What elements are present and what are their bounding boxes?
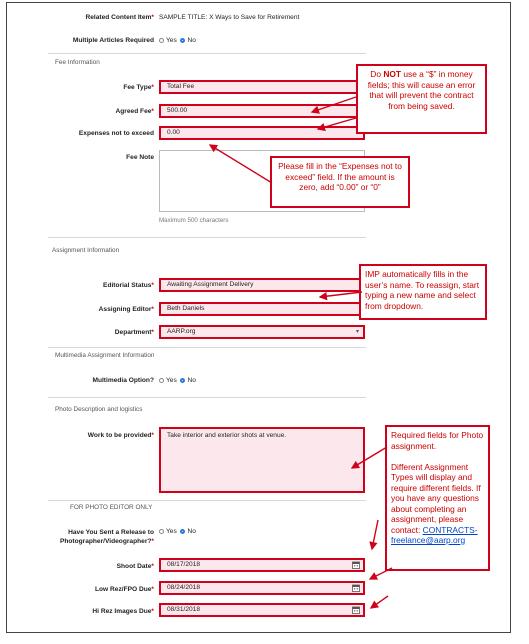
arrow-icon: [312, 97, 356, 112]
release-sent-radios: Yes No: [159, 528, 196, 535]
assignment-section-title: Assignment Information: [52, 247, 120, 254]
photo-section-title: Photo Description and logistics: [55, 406, 143, 413]
arrow-icon: [352, 447, 387, 468]
low-rez-label: Low Rez/FPO Due*: [95, 586, 154, 593]
assigning-editor-label: Assigning Editor*: [98, 306, 154, 313]
imp-callout: IMP automatically fills in the user’s name. To reassign, start typing a new name and select from dropdown.: [359, 264, 487, 320]
department-label: Department*: [114, 329, 154, 336]
release-sent-label: Have You Sent a Release to Photographer/Videographer?*: [59, 529, 154, 545]
fee-type-select[interactable]: Total Fee: [159, 80, 365, 94]
money-callout: Do NOT use a “$” in money fields; this will cause an error that will prevent the contract from being saved.: [356, 64, 487, 134]
multiple-articles-label: Multiple Articles Required: [72, 37, 154, 44]
assigning-editor-input[interactable]: Beth Daniels: [159, 302, 365, 316]
arrow-icon: [318, 118, 356, 129]
related-content-label: Related Content Item*: [85, 14, 154, 21]
fee-note-label: Fee Note: [126, 154, 154, 161]
editorial-status-select[interactable]: Awaiting Assignment Delivery: [159, 278, 365, 292]
hi-rez-input[interactable]: 08/31/2018: [159, 603, 365, 617]
work-provided-label: Work to be provided*: [87, 432, 154, 439]
fee-note-hint: Maximum 500 characters: [159, 217, 229, 224]
multimedia-option-radios: Yes No: [159, 377, 196, 384]
fee-type-label: Fee Type*: [123, 84, 154, 91]
multimedia-section-title: Multimedia Assignment Information: [55, 352, 155, 359]
arrow-icon: [371, 596, 388, 608]
agreed-fee-label: Agreed Fee*: [115, 108, 154, 115]
editorial-status-label: Editorial Status*: [103, 282, 154, 289]
photo-callout: Required fields for Photo assignment. Different Assignment Types will display and require different fields. If you have any questions about completing an assignment, please contact: CONTRACTS-freelance@aarp.org: [385, 425, 490, 571]
contracts-email-link[interactable]: CONTRACTS-freelance@aarp.org: [391, 524, 478, 545]
shoot-date-input[interactable]: 08/17/2018: [159, 558, 365, 572]
fee-section-title: Fee Information: [55, 59, 100, 66]
department-select[interactable]: AARP.org ▾: [159, 325, 365, 339]
related-content-value: SAMPLE TITLE: X Ways to Save for Retirement: [159, 14, 300, 21]
expenses-input[interactable]: 0.00: [159, 126, 365, 140]
low-rez-input[interactable]: 08/24/2018: [159, 581, 365, 595]
chevron-down-icon: ▾: [355, 329, 359, 335]
expenses-callout: Please fill in the “Expenses not to exceed” field. If the amount is zero, add “0.00” or “0”: [270, 156, 410, 208]
arrow-icon: [370, 568, 392, 579]
work-provided-textarea[interactable]: Take interior and exterior shots at venue.: [159, 427, 365, 493]
shoot-date-label: Shoot Date*: [116, 563, 154, 570]
arrow-icon: [372, 520, 378, 549]
multiple-articles-radios: Yes No: [159, 37, 196, 44]
hi-rez-label: Hi Rez Images Due*: [92, 608, 154, 615]
multimedia-option-label: Multimedia Option?: [92, 377, 154, 384]
arrow-icon: [210, 145, 272, 183]
arrow-icon: [320, 292, 362, 297]
agreed-fee-input[interactable]: 500.00: [159, 104, 365, 118]
expenses-label: Expenses not to exceed: [78, 130, 154, 137]
photo-editor-section-title: FOR PHOTO EDITOR ONLY: [70, 504, 153, 511]
